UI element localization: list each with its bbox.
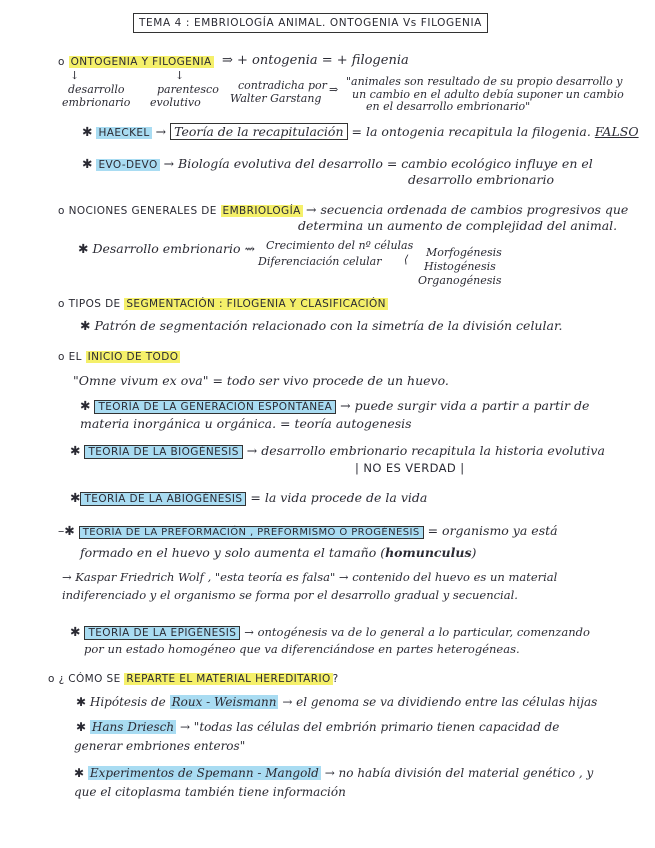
- wolf-line2: indiferenciado y el organismo se forma por el desarrollo gradual y secuencial.: [62, 588, 518, 602]
- haeckel-row: ✱ HAECKEL → Teoría de la recapitulación = la ontogenia recapitula la filogenia. FALSO: [82, 124, 639, 139]
- term-contradicha: contradicha por: [238, 79, 327, 92]
- section-inicio-heading: o EL INICIO DE TODO: [58, 351, 179, 363]
- omne-vivum: "Omne vivum ex ova" = todo ser vivo procede de un huevo.: [73, 373, 449, 388]
- morfogenesis-item: Morfogénesis: [426, 246, 502, 259]
- organogenesis-item: Organogénesis: [418, 274, 502, 287]
- generacion-espontanea-line2: materia inorgánica u orgánica. = teoría autogenesis: [80, 416, 412, 431]
- section-segmentacion-heading: o TIPOS DE SEGMENTACIÓN : FILOGENIA Y CLASIFICACIÓN: [58, 298, 386, 310]
- page-title: TEMA 4 : EMBRIOLOGÍA ANIMAL. ONTOGENIA Vs FILOGENIA: [133, 13, 488, 33]
- driesch-line2: generar embriones enteros": [74, 739, 246, 753]
- desarrollo-embrionario: ✱ Desarrollo embrionario ⇝: [78, 241, 255, 256]
- biogenesis-row: ✱ TEORÍA DE LA BIOGÉNESIS → desarrollo embrionario recapitula la historia evolutiva: [70, 443, 605, 458]
- diferenciacion-item: Diferenciación celular: [258, 255, 382, 268]
- quote-line: en el desarrollo embrionario": [366, 100, 531, 113]
- roux-weismann-row: ✱ Hipótesis de Roux - Weismann → el genoma se va dividiendo entre las células hijas: [76, 695, 598, 709]
- arrow-right-icon: ⇒: [329, 83, 339, 96]
- section-material-heading: o ¿ CÓMO SE REPARTE EL MATERIAL HEREDITARIO ?: [48, 673, 339, 685]
- generacion-espontanea-row: ✱ TEORÍA DE LA GENERACIÓN ESPONTÁNEA → puede surgir vida a partir a partir de: [80, 398, 590, 413]
- epigenesis-line2: por un estado homogéneo que va diferenciándose en partes heterogéneas.: [84, 642, 520, 656]
- section-ontogenia-heading: o ONTOGENIA Y FILOGENIA: [58, 56, 212, 68]
- preformacion-line2: formado en el huevo y solo aumenta el tamaño (homunculus): [80, 545, 477, 560]
- arrow-down-icon: ↓: [70, 69, 80, 82]
- term-evolutivo: evolutivo: [150, 96, 201, 109]
- nociones-def2: determina un aumento de complejidad del animal.: [298, 218, 618, 233]
- term-embrionario: embrionario: [62, 96, 131, 109]
- quote-line: un cambio en el adulto debía suponer un cambio: [352, 88, 624, 101]
- section-nociones-heading: o NOCIONES GENERALES DE EMBRIOLOGÍA: [58, 205, 301, 217]
- crecimiento-item: Crecimiento del nº células: [266, 239, 414, 252]
- histogenesis-item: Histogénesis: [424, 260, 496, 273]
- term-desarrollo: desarrollo: [68, 83, 125, 96]
- term-garstang: Walter Garstang: [230, 92, 322, 105]
- quote-line: "animales son resultado de su propio desarrollo y: [346, 75, 623, 88]
- branch-arrow-icon: ⟨: [404, 253, 409, 266]
- spemann-line2: que el citoplasma también tiene información: [74, 785, 346, 799]
- segmentacion-text: ✱ Patrón de segmentación relacionado con la simetría de la división celular.: [80, 318, 563, 333]
- wolf-line1: → Kaspar Friedrich Wolf , "esta teoría es falsa" → contenido del huevo es un material: [62, 570, 558, 584]
- term-parentesco: parentesco: [157, 83, 219, 96]
- arrow-down-icon: ↓: [175, 69, 185, 82]
- evo-devo-row: ✱ EVO-DEVO → Biología evolutiva del desarrollo = cambio ecológico influye en el: [82, 156, 593, 171]
- preformacion-row: –✱ TEORÍA DE LA PREFORMACIÓN , PREFORMISMO O PROGÉNESIS = organismo ya está: [58, 523, 558, 538]
- no-es-verdad: | NO ES VERDAD |: [355, 461, 465, 475]
- evo-devo-line2: desarrollo embrionario: [408, 172, 554, 187]
- epigenesis-row: ✱ TEORÍA DE LA EPIGÉNESIS → ontogénesis va de lo general a lo particular, comenzando: [70, 624, 590, 639]
- spemann-row: ✱ Experimentos de Spemann - Mangold → no había división del material genético , y: [74, 766, 594, 780]
- ontogenia-relation: ⇒ + ontogenia = + filogenia: [222, 53, 409, 68]
- driesch-row: ✱ Hans Driesch → "todas las células del embrión primario tienen capacidad de: [76, 720, 560, 734]
- nociones-def1: → secuencia ordenada de cambios progresivos que: [306, 202, 629, 217]
- abiogenesis-row: ✱ TEORÍA DE LA ABIOGÉNESIS = la vida procede de la vida: [70, 490, 428, 505]
